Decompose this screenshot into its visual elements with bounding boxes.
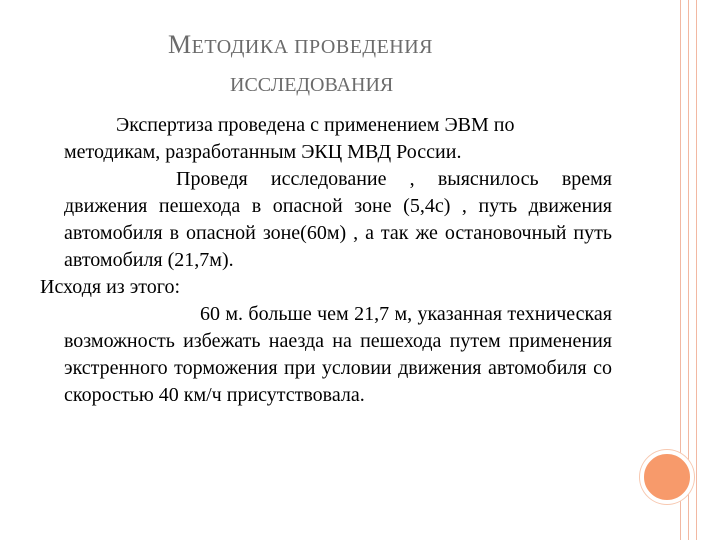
title-line-1	[168, 28, 588, 64]
paragraph-conclusion: 60 м. больше чем 21,7 м, указанная техническая возможность избежать наезда на пешехода путем применения экстренного торможения при условии движения автомобиля со скоростью 40 км/ч присутствовала.	[64, 303, 612, 406]
decorative-line	[688, 0, 689, 540]
title-line-2: ИССЛЕДОВАНИЯ	[230, 74, 394, 96]
paragraph-expertise: Экспертиза проведена с применением ЭВМ по методикам, разработанным ЭКЦ МВД России.	[64, 114, 515, 163]
paragraph-investigation: Проведя исследование , выяснилось время движения пешехода в опасной зоне (5,4с) , путь движения автомобиля в опасной зоне(60м) , а так же остановочный путь автомобиля (21,7м).	[64, 168, 612, 271]
decorative-circle-icon	[640, 450, 694, 504]
slide-title	[168, 28, 588, 100]
title-rest: ЕТОДИКА ПРОВЕДЕНИЯ	[191, 36, 434, 58]
decorative-line	[696, 0, 697, 540]
paragraph-conclusion-lead: Исходя из этого:	[40, 276, 181, 298]
slide-body	[40, 112, 612, 409]
title-initial: М	[168, 30, 192, 59]
